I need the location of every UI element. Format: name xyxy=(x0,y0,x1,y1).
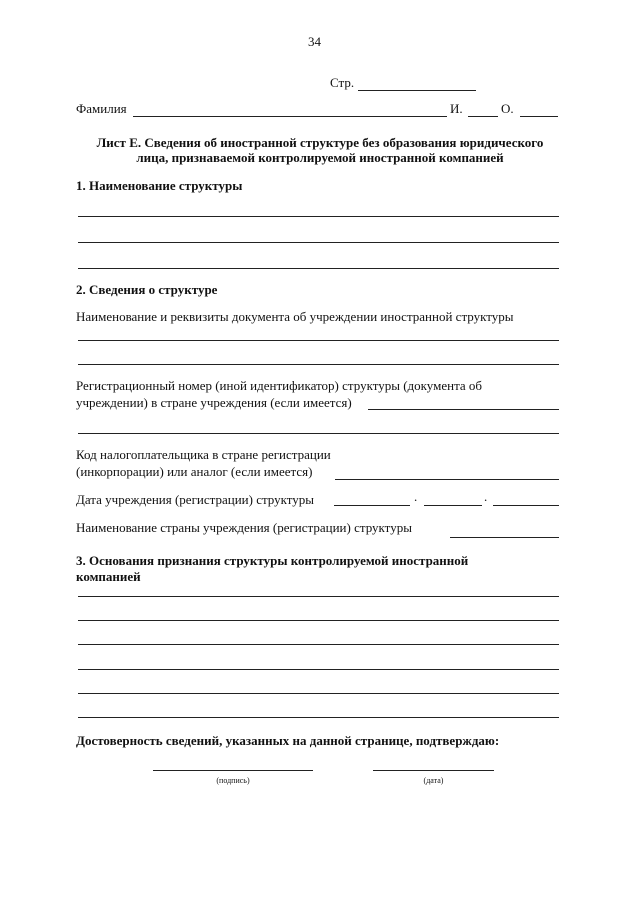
founding-date-year[interactable] xyxy=(493,505,559,506)
confirmation-text: Достоверность сведений, указанных на данной странице, подтверждаю: xyxy=(76,733,500,748)
founding-date-day[interactable] xyxy=(334,505,410,506)
grounds-line-6[interactable] xyxy=(78,717,559,718)
initial-o-label: О. xyxy=(501,101,514,116)
surname-field[interactable] xyxy=(133,116,447,117)
sheet-title-line2: лица, признаваемой контролируемой иностранной компанией xyxy=(136,150,504,165)
country-field[interactable] xyxy=(450,537,559,538)
structure-name-line-3[interactable] xyxy=(78,268,559,269)
tax-code-label-line1: Код налогоплательщика в стране регистрации xyxy=(76,447,331,462)
date-field[interactable] xyxy=(373,770,494,771)
doc-details-label: Наименование и реквизиты документа об учреждении иностранной структуры xyxy=(76,309,514,324)
page-label: Стр. xyxy=(330,75,355,90)
initial-i-label: И. xyxy=(450,101,463,116)
signature-field[interactable] xyxy=(153,770,313,771)
tax-code-label-line2: (инкорпорации) или аналог (если имеется) xyxy=(76,464,313,479)
signature-caption: (подпись) xyxy=(216,776,250,785)
section1-title: 1. Наименование структуры xyxy=(76,178,243,193)
structure-name-line-2[interactable] xyxy=(78,242,559,243)
page-number: 34 xyxy=(308,34,321,49)
doc-details-line-1[interactable] xyxy=(78,340,559,341)
section3-title-line1: 3. Основания признания структуры контролируемой иностранной xyxy=(76,553,469,568)
founding-date-label: Дата учреждения (регистрации) структуры xyxy=(76,492,315,507)
date-caption: (дата) xyxy=(423,776,444,785)
grounds-line-5[interactable] xyxy=(78,693,559,694)
country-label: Наименование страны учреждения (регистрации) структуры xyxy=(76,520,412,535)
reg-number-label-line1: Регистрационный номер (иной идентификатор) структуры (документа об xyxy=(76,378,483,393)
founding-date-month[interactable] xyxy=(424,505,482,506)
initial-i-field[interactable] xyxy=(468,116,498,117)
section2-title: 2. Сведения о структуре xyxy=(76,282,218,297)
reg-number-label-line2: учреждении) в стране учреждения (если имеется) xyxy=(76,395,352,410)
sheet-title-line1: Лист Е. Сведения об иностранной структуре без образования юридического xyxy=(96,135,544,150)
doc-details-line-2[interactable] xyxy=(78,364,559,365)
grounds-line-4[interactable] xyxy=(78,669,559,670)
grounds-line-1[interactable] xyxy=(78,596,559,597)
page-field[interactable] xyxy=(358,90,476,91)
grounds-line-2[interactable] xyxy=(78,620,559,621)
initial-o-field[interactable] xyxy=(520,116,558,117)
reg-number-line-2[interactable] xyxy=(78,433,559,434)
tax-code-field[interactable] xyxy=(335,479,559,480)
structure-name-line-1[interactable] xyxy=(78,216,559,217)
reg-number-field[interactable] xyxy=(368,409,559,410)
grounds-line-3[interactable] xyxy=(78,644,559,645)
surname-label: Фамилия xyxy=(76,101,127,116)
date-separator-2: . xyxy=(484,489,488,504)
date-separator-1: . xyxy=(414,489,418,504)
section3-title-line2: компанией xyxy=(76,569,141,584)
